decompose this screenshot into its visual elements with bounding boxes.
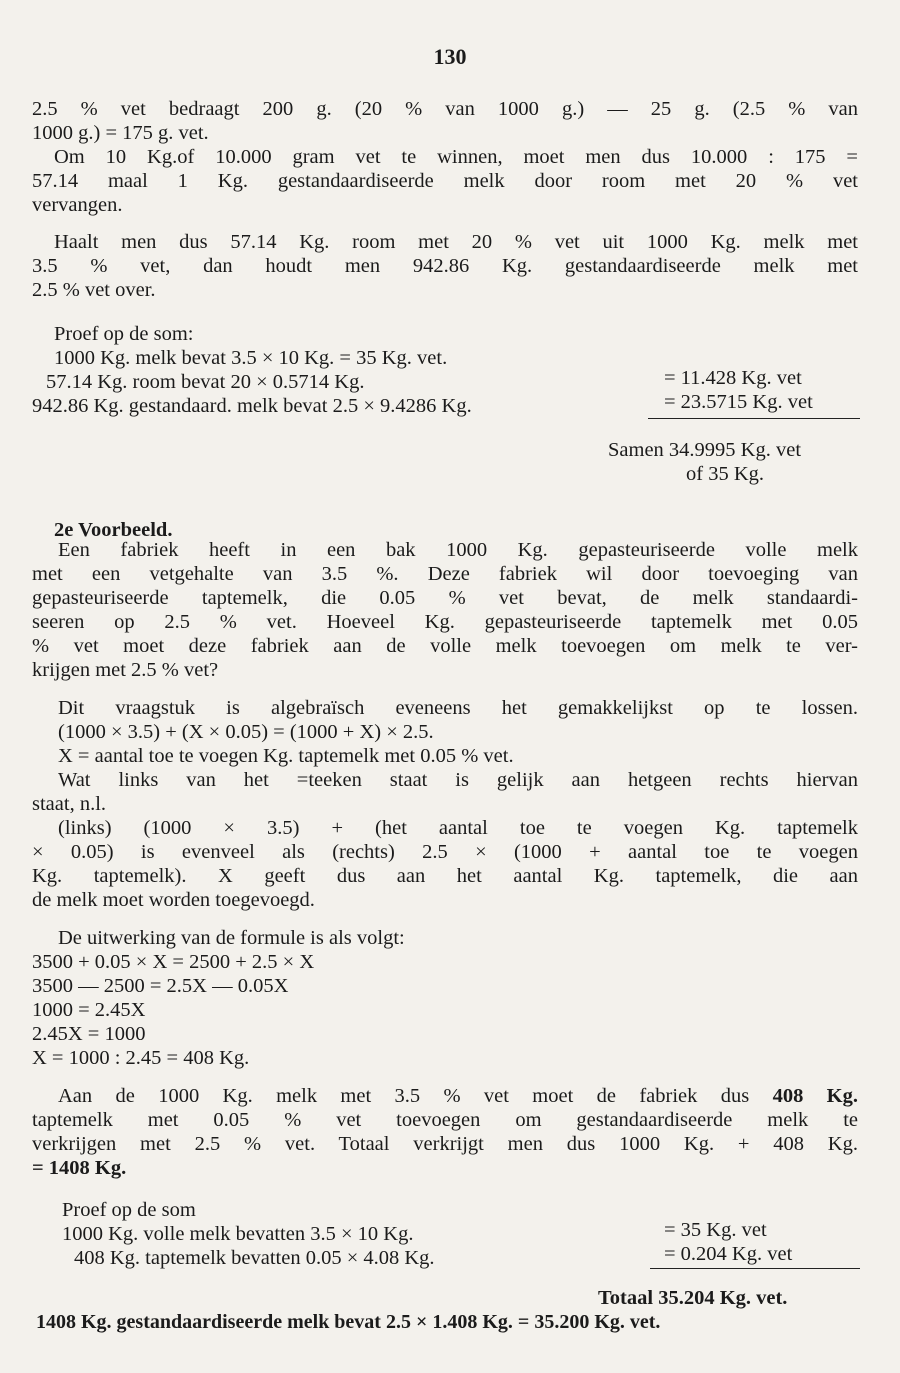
paragraph-line: 1000 g.) = 175 g. vet. [32, 122, 209, 144]
paragraph-line: % vet moet deze fabriek aan de volle melk toevoegen om melk te ver- [32, 635, 858, 657]
conclusion-amount: 408 Kg. [772, 1085, 858, 1107]
paragraph-line: Dit vraagstuk is algebraïsch eveneens het gemakkelijkst op te lossen. [58, 697, 858, 719]
formula-step: 1000 = 2.45X [32, 999, 146, 1021]
formula-step: 3500 — 2500 = 2.5X — 0.05X [32, 975, 289, 997]
proof-row: 942.86 Kg. gestandaard. melk bevat 2.5 × 9.4286 Kg. [32, 395, 472, 417]
paragraph-line: 3.5 % vet, dan houdt men 942.86 Kg. gestandaardiseerde melk met [32, 255, 858, 277]
conclusion-text: Aan de 1000 Kg. melk met 3.5 % vet moet de fabriek dus [58, 1085, 773, 1107]
proof-value: = 35 Kg. vet [664, 1219, 767, 1241]
paragraph-line: met een vetgehalte van 3.5 %. Deze fabriek wil door toevoeging van [32, 563, 858, 585]
page-number: 130 [433, 44, 467, 69]
paragraph-line: krijgen met 2.5 % vet? [32, 659, 219, 681]
proof-heading: Proef op de som: [54, 323, 194, 345]
proof-row: 57.14 Kg. room bevat 20 × 0.5714 Kg. [46, 371, 365, 393]
paragraph-line: taptemelk met 0.05 % vet toevoegen om gestandaardiseerde melk te [32, 1109, 858, 1131]
paragraph-line [58, 1084, 858, 1108]
proof-row: 1000 Kg. melk bevat 3.5 × 10 Kg. = 35 Kg. vet. [54, 347, 448, 369]
paragraph-line: X = aantal toe te voegen Kg. taptemelk met 0.05 % vet. [58, 745, 514, 767]
sum-rule [648, 418, 860, 419]
proof-total: of 35 Kg. [686, 463, 765, 485]
paragraph-line: verkrijgen met 2.5 % vet. Totaal verkrijgt men dus 1000 Kg. + 408 Kg. [32, 1133, 858, 1155]
sum-rule [650, 1268, 860, 1269]
paragraph-line: gepasteuriseerde taptemelk, die 0.05 % vet bevat, de melk standaardi- [32, 587, 858, 609]
paragraph-line: 2.5 % vet bedraagt 200 g. (20 % van 1000 g.) — 25 g. (2.5 % van [32, 98, 858, 120]
paragraph-line: Wat links van het =teeken staat is gelijk aan hetgeen rechts hiervan [58, 769, 858, 791]
paragraph-line: Een fabriek heeft in een bak 1000 Kg. gepasteuriseerde volle melk [58, 539, 858, 561]
formula-step: 3500 + 0.05 × X = 2500 + 2.5 × X [32, 951, 315, 973]
formula-step: 2.45X = 1000 [32, 1023, 146, 1045]
paragraph-line: de melk moet worden toegevoegd. [32, 889, 315, 911]
section-heading: 2e Voorbeeld. [54, 519, 173, 541]
proof-value: = 11.428 Kg. vet [664, 367, 802, 389]
paragraph-line: 57.14 maal 1 Kg. gestandaardiseerde melk door room met 20 % vet [32, 170, 858, 192]
proof-row: 408 Kg. taptemelk bevatten 0.05 × 4.08 Kg. [74, 1247, 435, 1269]
proof-heading: Proef op de som [62, 1199, 196, 1221]
proof-value: = 23.5715 Kg. vet [664, 391, 813, 413]
paragraph-line: vervangen. [32, 194, 123, 216]
proof-row: 1000 Kg. volle melk bevatten 3.5 × 10 Kg. [62, 1223, 414, 1245]
proof-value: = 0.204 Kg. vet [664, 1243, 793, 1265]
paragraph-line: seeren op 2.5 % vet. Hoeveel Kg. gepasteuriseerde taptemelk met 0.05 [32, 611, 858, 633]
paragraph-line: 2.5 % vet over. [32, 279, 156, 301]
proof-final-line: 1408 Kg. gestandaardiseerde melk bevat 2.5 × 1.408 Kg. = 35.200 Kg. vet. [36, 1311, 661, 1333]
paragraph-line: De uitwerking van de formule is als volgt: [58, 927, 405, 949]
paragraph-line: Om 10 Kg.of 10.000 gram vet te winnen, moet men dus 10.000 : 175 = [54, 146, 858, 168]
formula-step: X = 1000 : 2.45 = 408 Kg. [32, 1047, 250, 1069]
proof-total: Totaal 35.204 Kg. vet. [598, 1287, 788, 1309]
equation-line: (1000 × 3.5) + (X × 0.05) = (1000 + X) × 2.5. [58, 721, 434, 743]
paragraph-line: Kg. taptemelk). X geeft dus aan het aantal Kg. taptemelk, die aan [32, 865, 858, 887]
conclusion-total: = 1408 Kg. [32, 1157, 127, 1179]
paragraph-line: × 0.05) is evenveel als (rechts) 2.5 × (1000 + aantal toe te voegen [32, 841, 858, 863]
paragraph-line: (links) (1000 × 3.5) + (het aantal toe te voegen Kg. taptemelk [58, 817, 858, 839]
paragraph-line: Haalt men dus 57.14 Kg. room met 20 % vet uit 1000 Kg. melk met [54, 231, 858, 253]
paragraph-line: staat, n.l. [32, 793, 107, 815]
proof-total: Samen 34.9995 Kg. vet [608, 439, 802, 461]
